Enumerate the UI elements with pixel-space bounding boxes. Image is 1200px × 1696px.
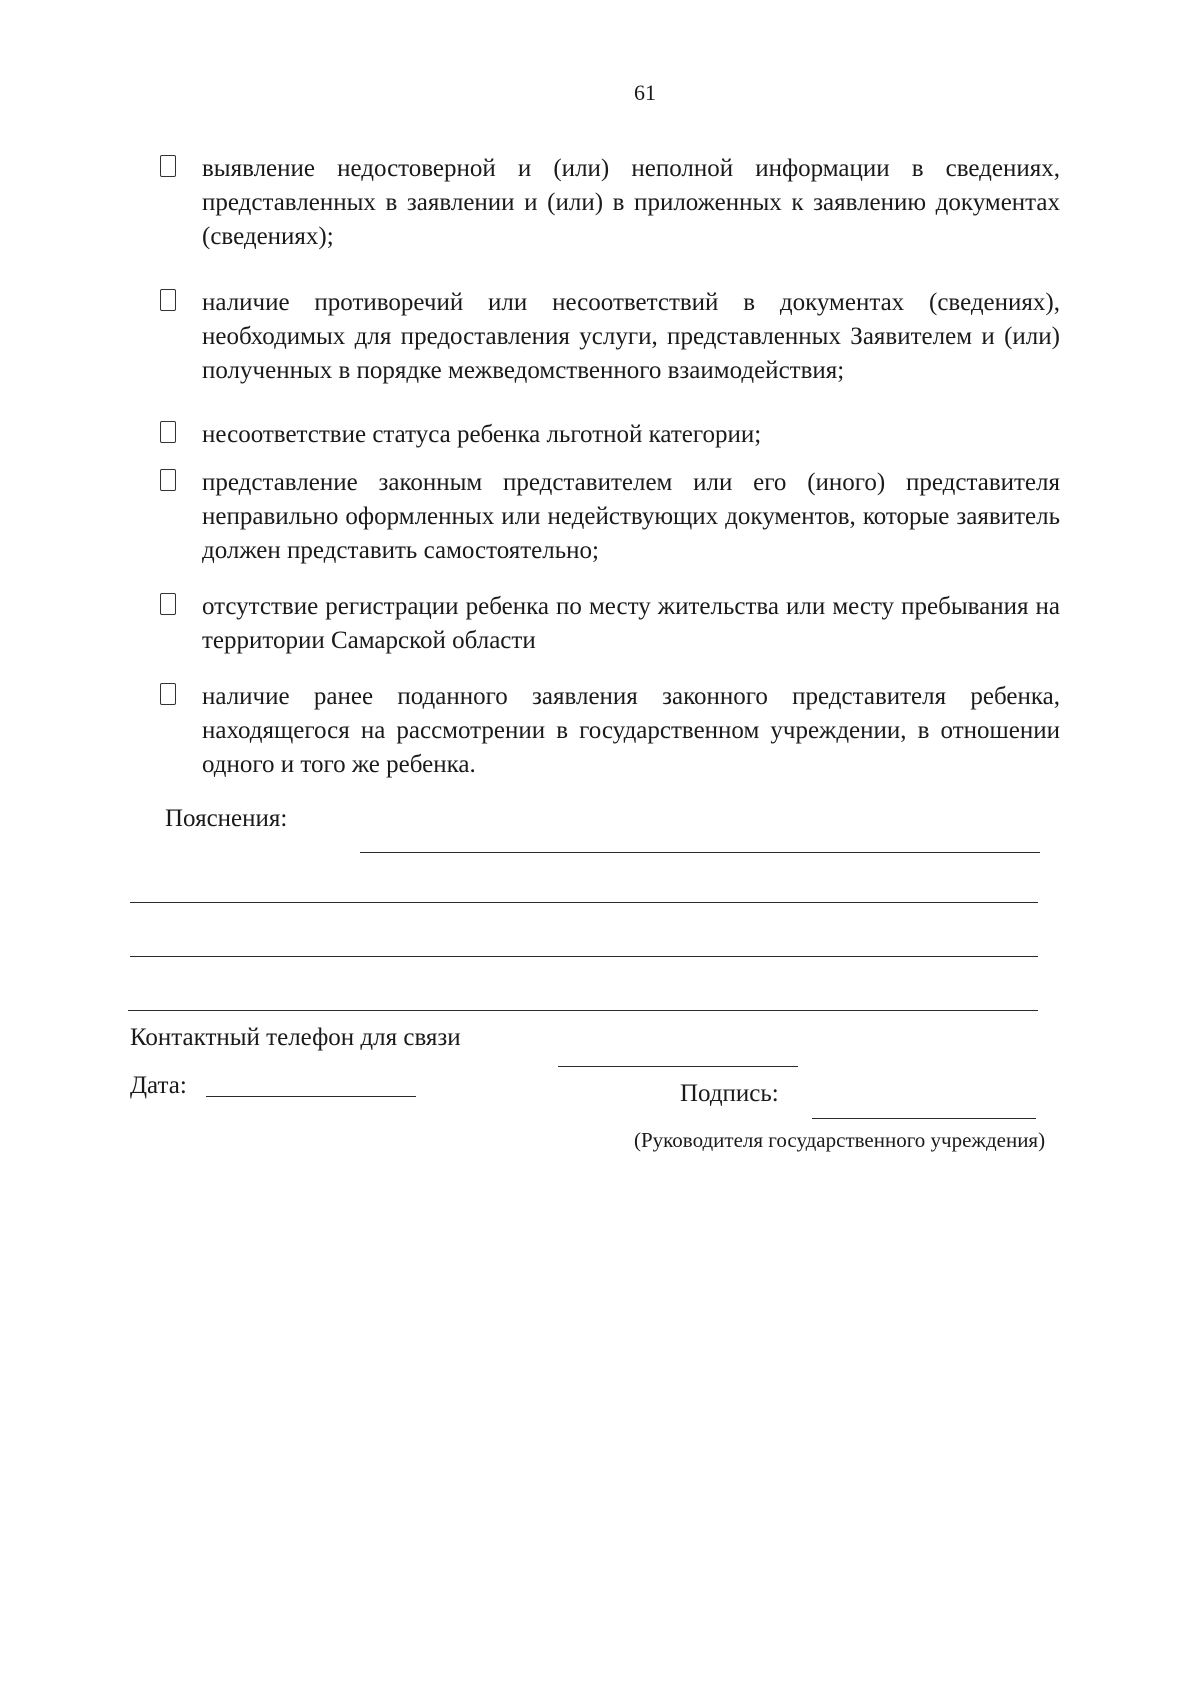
signature-line[interactable] [812,1118,1036,1119]
list-item [160,152,1060,254]
explanations-line-4[interactable] [128,1010,1038,1011]
checkbox-icon [160,155,176,177]
date-line[interactable] [206,1096,416,1097]
list-item [160,418,1060,452]
contact-phone-line[interactable] [558,1066,798,1067]
reason-text: наличие противоречий или несоответствий в документах (сведениях), необходимых для предоставления услуги, представленных Заявителем и (или) полученных в порядке межведомственного взаимодействия; [202,289,1060,384]
reason-text: представление законным представителем или его (иного) представителя неправильно оформленных или недействующих документов, которые заявитель должен представить самостоятельно; [202,469,1060,564]
list-item [160,590,1060,658]
refusal-reasons-list [160,152,1060,782]
reason-text: наличие ранее поданного заявления законного представителя ребенка, находящегося на рассмотрении в государственном учреждении, в отношении одного и того же ребенка. [202,683,1060,778]
reason-text: несоответствие статуса ребенка льготной категории; [202,421,762,448]
checkbox-icon [160,593,176,615]
checkbox-icon [160,421,176,443]
signature-note: (Руководителя государственного учреждения) [634,1128,1046,1152]
page-number: 61 [634,80,656,105]
checkbox-icon [160,469,176,491]
checkbox-icon [160,289,176,311]
contact-phone-label: Контактный телефон для связи [130,1024,461,1051]
list-item [160,466,1060,568]
reason-text: отсутствие регистрации ребенка по месту жительства или месту пребывания на территории Самарской области [202,593,1060,654]
explanations-line-2[interactable] [130,902,1038,903]
explanations-label: Пояснения: [165,805,288,832]
reason-text: выявление недостоверной и (или) неполной информации в сведениях, представленных в заявлении и (или) в приложенных к заявлению документах (сведениях); [202,155,1060,250]
explanations-line-1[interactable] [360,852,1040,853]
explanations-line-3[interactable] [130,956,1038,957]
list-item [160,680,1060,782]
signature-label: Подпись: [680,1080,779,1107]
list-item [160,286,1060,388]
date-label: Дата: [130,1072,187,1099]
checkbox-icon [160,683,176,705]
